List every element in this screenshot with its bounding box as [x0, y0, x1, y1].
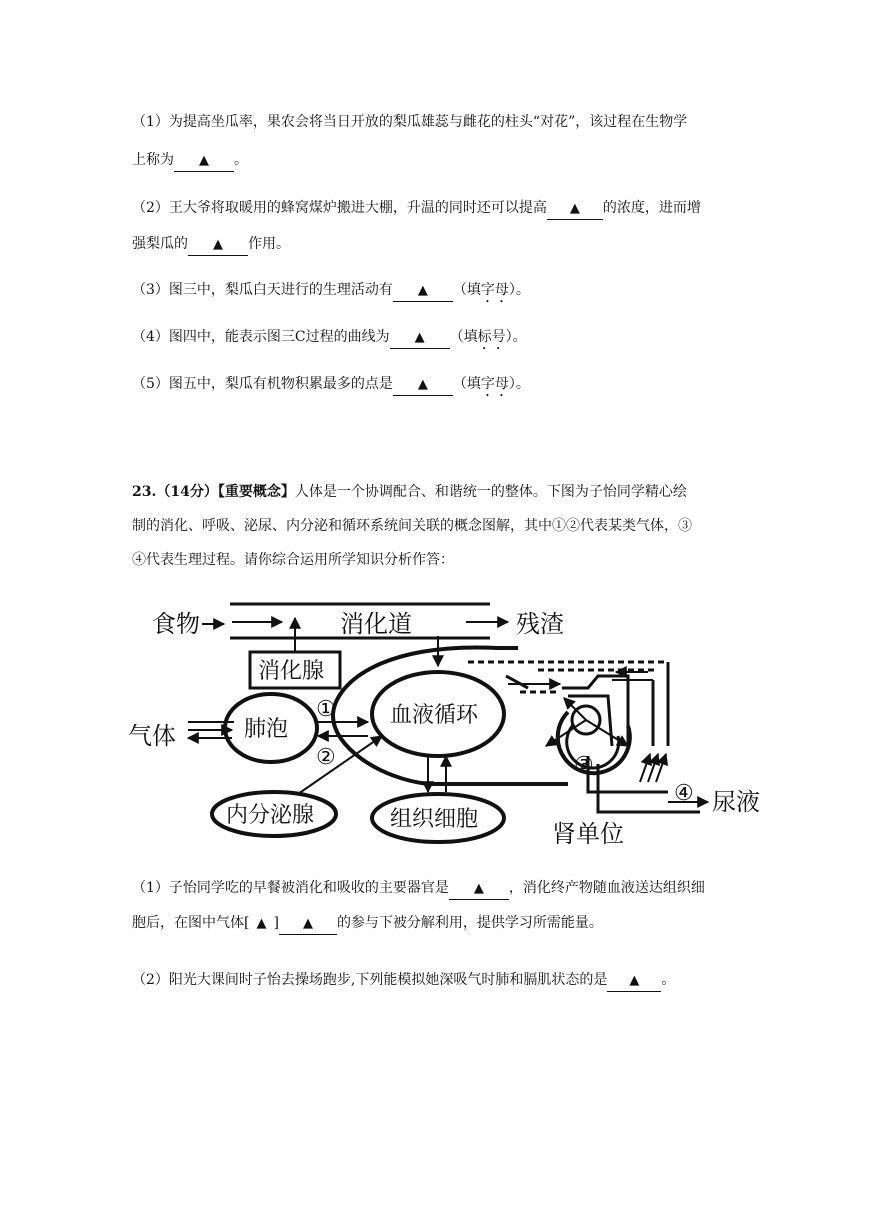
q22-3-note-emphasis: 字母 — [480, 282, 509, 298]
filtration-arrow-up — [564, 698, 586, 720]
q23-2-prefix: （2）阳光大课间时子怡去操场跑步,下列能模拟她深吸气时肺和膈肌状态的是 — [132, 972, 608, 988]
tubule-loop-inner — [568, 696, 612, 746]
q23-line-2 — [132, 970, 675, 992]
answer-blank-6[interactable] — [393, 374, 453, 396]
answer-blank-8[interactable] — [249, 913, 273, 934]
answer-blank-5[interactable] — [390, 327, 450, 349]
answer-blank-4[interactable] — [393, 280, 453, 302]
q22-line-4 — [132, 327, 527, 353]
q22-3-note-open: （填 — [452, 282, 481, 298]
q22-1b-prefix: 上称为 — [132, 152, 174, 168]
answer-blank-3[interactable] — [188, 234, 248, 256]
nephron-label: 肾单位 — [552, 820, 624, 848]
q23-2-suffix: 。 — [661, 972, 676, 988]
answer-blank-1[interactable] — [174, 150, 234, 172]
process-4-label: ④ — [674, 781, 694, 806]
q22-4-note-close: ）。 — [505, 329, 527, 345]
q22-4-note-emphasis: 标号 — [477, 329, 506, 345]
q23-line-1b — [132, 913, 603, 935]
q22-line-5 — [132, 374, 530, 400]
q22-5-prefix: （5）图五中，梨瓜有机物积累最多的点是 — [132, 376, 393, 392]
triangle-mark: ▲ — [414, 330, 425, 345]
q23-intro-1: 人体是一个协调配合、和谐统一的整体。下图为子怡同学精心绘 — [294, 484, 687, 500]
q22-1b-suffix: 。 — [234, 152, 248, 168]
triangle-mark: ▲ — [473, 881, 484, 896]
gas-label: 气体 — [128, 722, 176, 750]
alveoli-label: 肺泡 — [244, 717, 289, 742]
q23-intro-line-3: ④代表生理过程。请你综合运用所学知识分析作答： — [132, 552, 454, 568]
q22-line-1b — [132, 150, 248, 172]
q22-line-3 — [132, 280, 530, 306]
tissue-cells-label: 组织细胞 — [390, 807, 479, 832]
q22-3-note-close: ）。 — [508, 282, 530, 298]
triangle-mark: ▲ — [569, 201, 580, 216]
q23-1a-prefix: （1）子怡同学吃的早餐被消化和吸收的主要器官是 — [132, 880, 449, 896]
q23-line-1a — [132, 878, 705, 900]
digestive-tract-label: 消化道 — [340, 610, 412, 638]
q22-3-prefix: （3）图三中，梨瓜白天进行的生理活动有 — [132, 282, 393, 298]
answer-blank-9[interactable] — [279, 913, 337, 935]
q22-line-2b — [132, 234, 290, 256]
q22-line-2a — [132, 198, 701, 220]
q23-1a-suffix: ，消化终产物随血液送达组织细 — [508, 880, 705, 896]
process-3-label: ③ — [574, 753, 594, 778]
blood-circulation-label: 血液循环 — [390, 703, 479, 728]
q22-2b-suffix: 作用。 — [248, 236, 290, 252]
urine-label: 尿液 — [712, 788, 760, 816]
q22-2a-suffix: 的浓度，进而增 — [602, 200, 701, 216]
q22-5-note-close: ）。 — [508, 376, 530, 392]
q23-intro-line-1 — [132, 482, 687, 502]
afferent-vessel — [506, 676, 528, 688]
q23-1b-suffix: 的参与下被分解利用，提供学习所需能量。 — [336, 915, 603, 931]
digestive-gland-label: 消化腺 — [258, 659, 325, 684]
answer-blank-10[interactable] — [607, 970, 661, 992]
triangle-mark: ▲ — [199, 153, 209, 168]
concept-diagram — [128, 596, 763, 848]
answer-blank-2[interactable] — [547, 198, 603, 220]
q23-intro-line-2: 制的消化、呼吸、泌尿、内分泌和循环系统间关联的概念图解，其中①②代表某类气体，③ — [132, 518, 692, 534]
triangle-mark: ▲ — [213, 237, 223, 252]
q22-5-note-emphasis: 字母 — [480, 376, 509, 392]
gas-1-label: ① — [316, 697, 336, 722]
q22-line-1a: （1）为提高坐瓜率，果农会将当日开放的梨瓜雄蕊与雌花的柱头“对花”，该过程在生物学 — [132, 114, 688, 130]
q23-heading: 23.（14分）【重要概念】 — [132, 484, 295, 500]
triangle-mark: ▲ — [256, 916, 267, 931]
q22-5-note-open: （填 — [452, 376, 481, 392]
triangle-mark: ▲ — [629, 973, 640, 988]
q23-1b-mid: ] — [273, 915, 279, 931]
food-label: 食物 — [152, 610, 200, 638]
q22-4-note-open: （填 — [449, 329, 478, 345]
triangle-mark: ▲ — [417, 283, 428, 298]
endocrine-gland-label: 内分泌腺 — [226, 803, 315, 828]
answer-blank-7[interactable] — [449, 878, 509, 900]
gas-2-label: ② — [316, 745, 336, 770]
triangle-mark: ▲ — [302, 916, 313, 931]
q23-1b-prefix: 胞后，在图中气体[ — [132, 915, 250, 931]
q22-4-prefix: （4）图四中，能表示图三C过程的曲线为 — [132, 329, 390, 345]
q22-2b-prefix: 强梨瓜的 — [132, 236, 188, 252]
q22-2a-prefix: （2）王大爷将取暖用的蜂窝煤炉搬进大棚，升温的同时还可以提高 — [132, 200, 547, 216]
residue-label: 残渣 — [516, 610, 564, 638]
triangle-mark: ▲ — [417, 377, 428, 392]
